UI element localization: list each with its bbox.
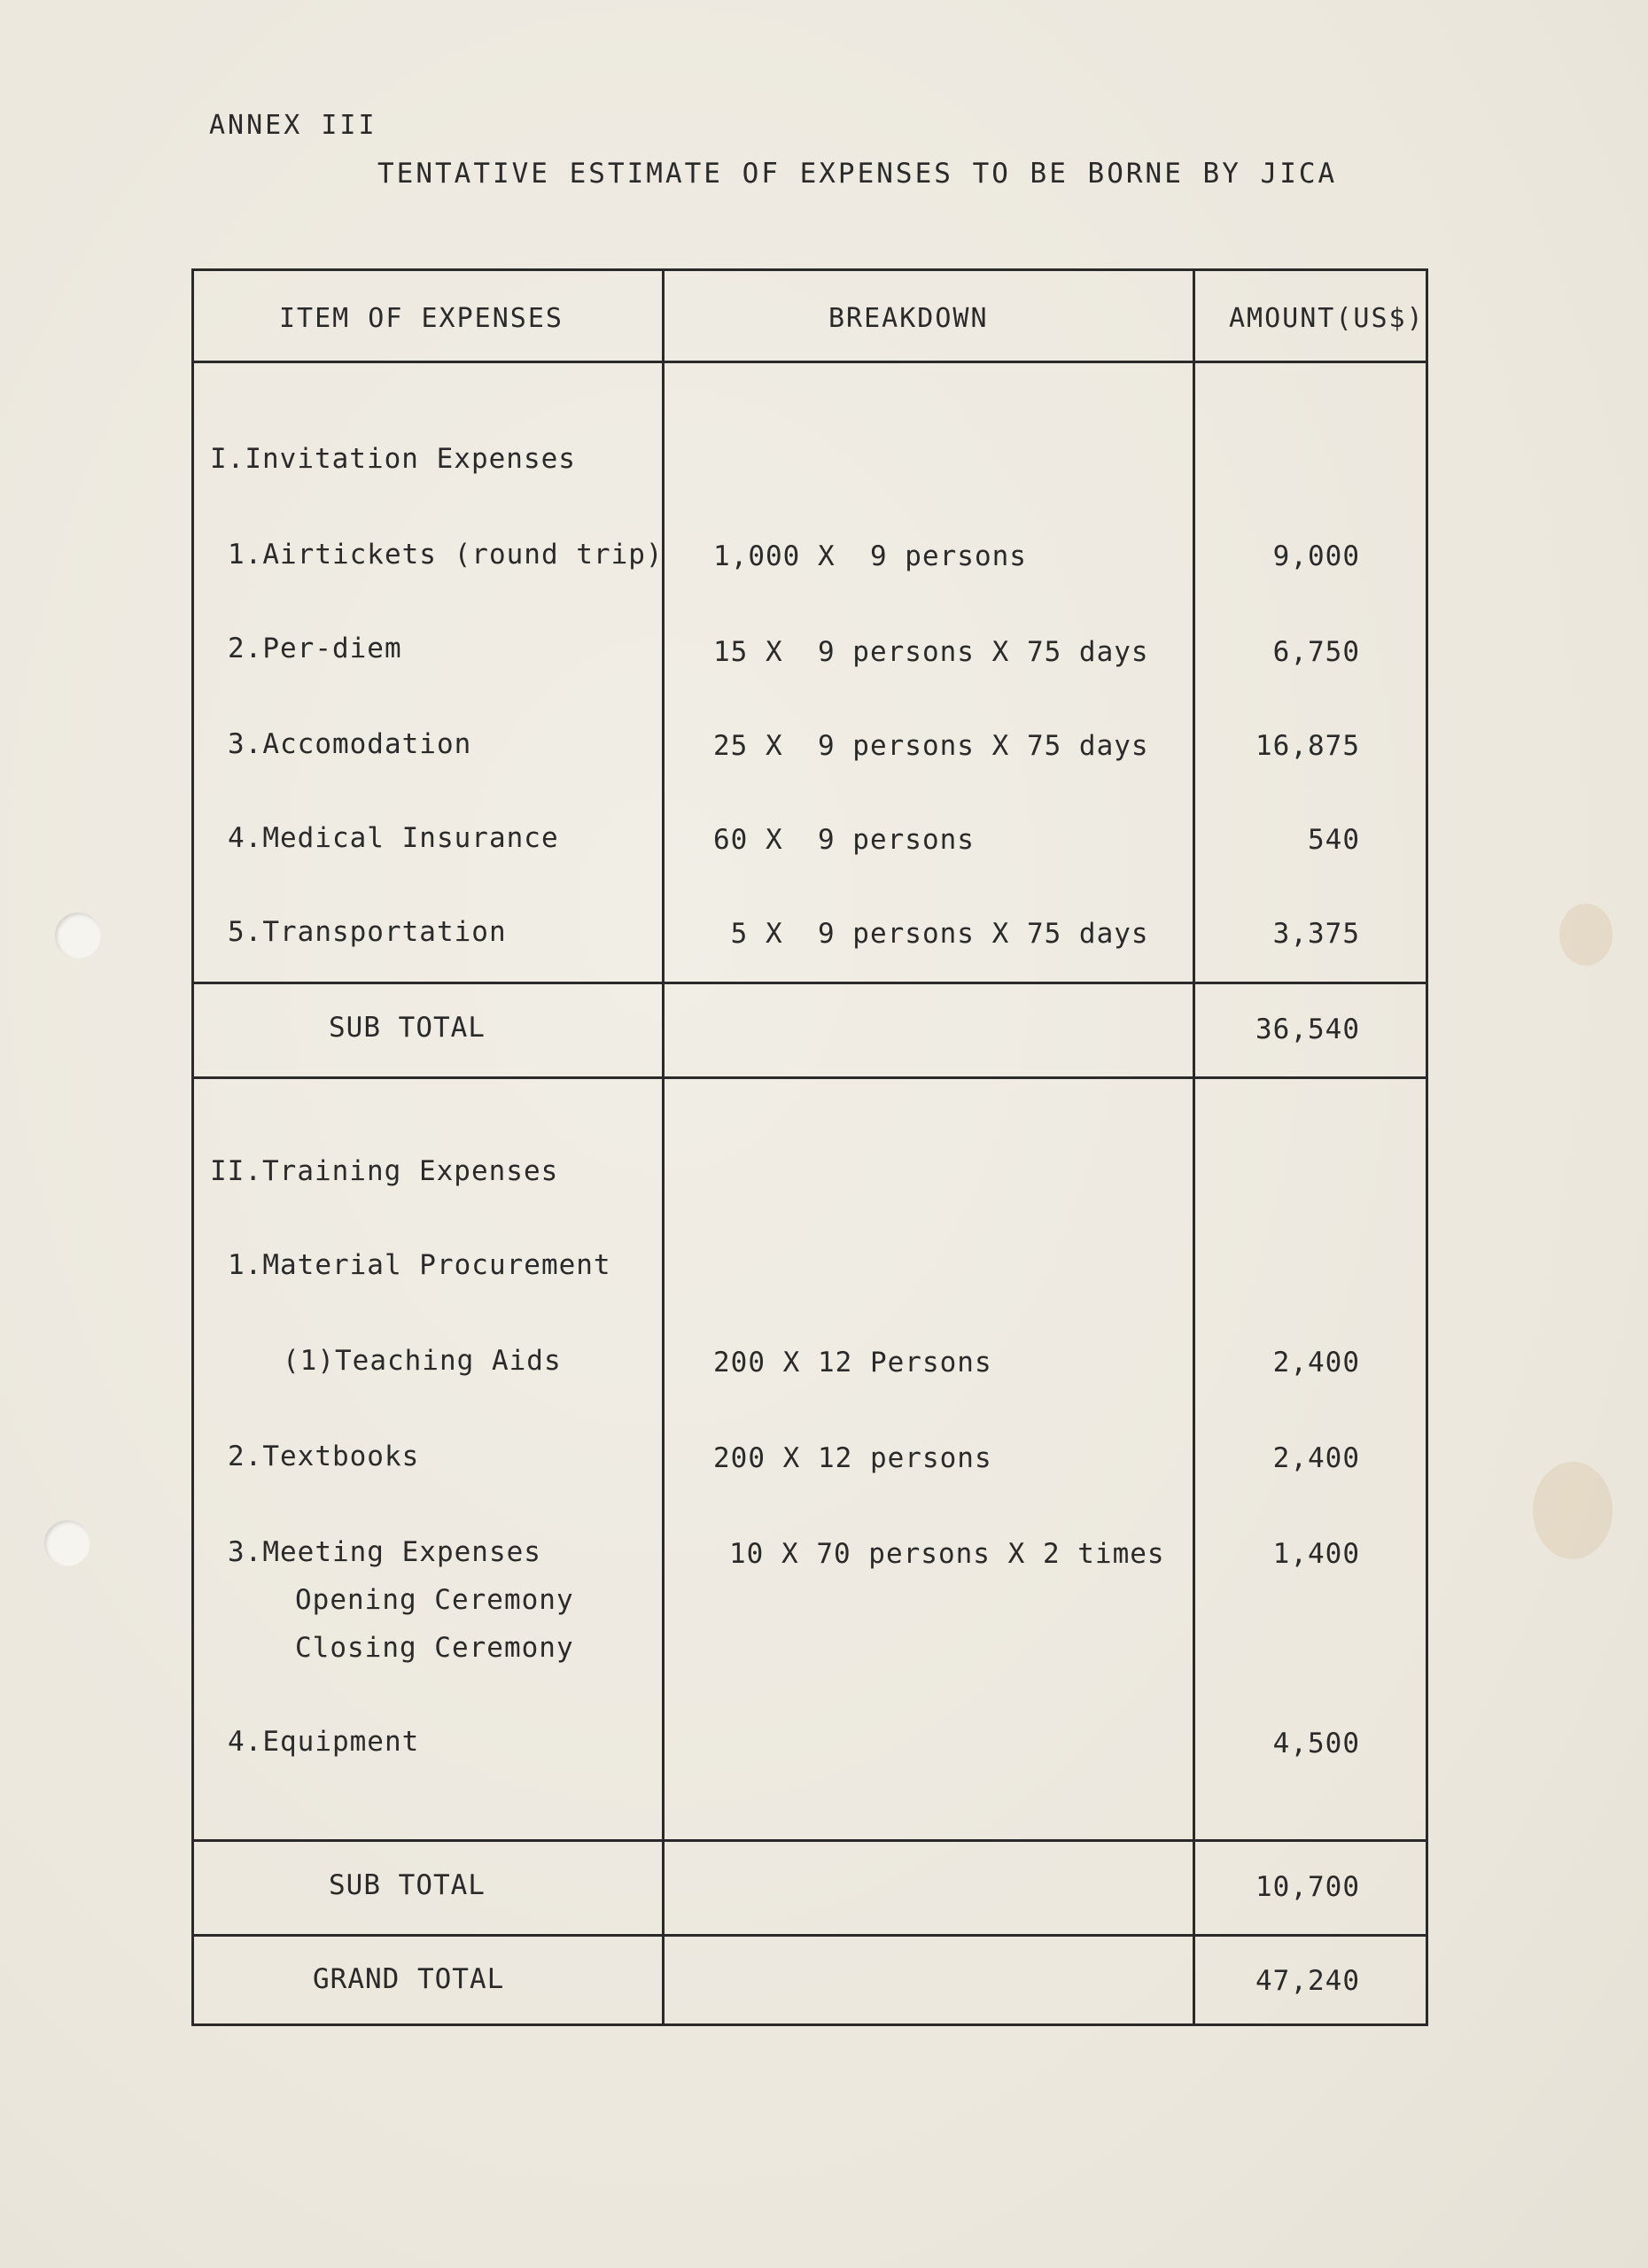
row-breakdown: 200 X 12 persons bbox=[713, 1442, 992, 1474]
row-amount: 9,000 bbox=[1272, 540, 1360, 572]
punch-hole-bottom bbox=[44, 1520, 90, 1566]
document-title: TENTATIVE ESTIMATE OF EXPENSES TO BE BORNE BY JICA bbox=[377, 158, 1338, 190]
header-item: ITEM OF EXPENSES bbox=[279, 303, 564, 334]
row-breakdown: 10 X 70 persons X 2 times bbox=[729, 1538, 1165, 1570]
row-breakdown: 5 X 9 persons X 75 days bbox=[713, 918, 1149, 950]
punch-hole-top bbox=[55, 913, 101, 959]
row-divider bbox=[194, 1934, 1426, 1937]
header-breakdown: BREAKDOWN bbox=[828, 303, 989, 334]
column-divider bbox=[1193, 271, 1195, 2023]
row-item: 4.Equipment bbox=[228, 1726, 420, 1758]
row-divider bbox=[194, 1076, 1426, 1079]
paper-stain bbox=[1559, 904, 1613, 966]
row-item: 1.Airtickets (round trip) bbox=[228, 539, 664, 571]
subtotal-label: SUB TOTAL bbox=[329, 1869, 486, 1901]
row-divider bbox=[194, 982, 1426, 984]
row-breakdown: 25 X 9 persons X 75 days bbox=[713, 730, 1149, 762]
paper-stain bbox=[1533, 1462, 1613, 1559]
row-breakdown: 1,000 X 9 persons bbox=[713, 540, 1027, 572]
section-title: I.Invitation Expenses bbox=[210, 443, 576, 475]
subtotal-amount: 10,700 bbox=[1255, 1871, 1360, 1903]
row-amount: 540 bbox=[1308, 824, 1360, 856]
row-item: 2.Per-diem bbox=[228, 633, 402, 664]
subtotal-amount: 36,540 bbox=[1255, 1014, 1360, 1045]
row-divider bbox=[194, 361, 1426, 363]
grand-total-label: GRAND TOTAL bbox=[313, 1963, 505, 1995]
section-title: II.Training Expenses bbox=[210, 1155, 559, 1187]
header-amount: AMOUNT(US$) bbox=[1229, 303, 1425, 334]
row-divider bbox=[194, 1839, 1426, 1842]
grand-total-amount: 47,240 bbox=[1255, 1965, 1360, 1997]
row-breakdown: 200 X 12 Persons bbox=[713, 1347, 992, 1379]
row-amount: 1,400 bbox=[1272, 1538, 1360, 1570]
column-divider bbox=[662, 271, 665, 2023]
row-breakdown: 15 X 9 persons X 75 days bbox=[713, 636, 1149, 668]
row-amount: 3,375 bbox=[1272, 918, 1360, 950]
row-item: 4.Medical Insurance bbox=[228, 822, 559, 854]
row-amount: 6,750 bbox=[1272, 636, 1360, 668]
row-item: 3.Meeting Expenses bbox=[228, 1536, 541, 1568]
row-item: (1)Teaching Aids bbox=[283, 1345, 562, 1377]
annex-label: ANNEX III bbox=[209, 110, 377, 141]
row-subitem: Opening Ceremony bbox=[295, 1584, 574, 1616]
row-item: 3.Accomodation bbox=[228, 728, 472, 760]
row-item: 5.Transportation bbox=[228, 916, 507, 948]
row-item: 2.Textbooks bbox=[228, 1441, 420, 1472]
row-amount: 4,500 bbox=[1272, 1728, 1360, 1759]
row-item: 1.Material Procurement bbox=[228, 1249, 611, 1281]
expense-table bbox=[191, 268, 1428, 2026]
row-breakdown: 60 X 9 persons bbox=[713, 824, 975, 856]
row-amount: 2,400 bbox=[1272, 1442, 1360, 1474]
row-amount: 16,875 bbox=[1255, 730, 1360, 762]
row-subitem: Closing Ceremony bbox=[295, 1632, 574, 1664]
subtotal-label: SUB TOTAL bbox=[329, 1012, 486, 1044]
row-amount: 2,400 bbox=[1272, 1347, 1360, 1379]
